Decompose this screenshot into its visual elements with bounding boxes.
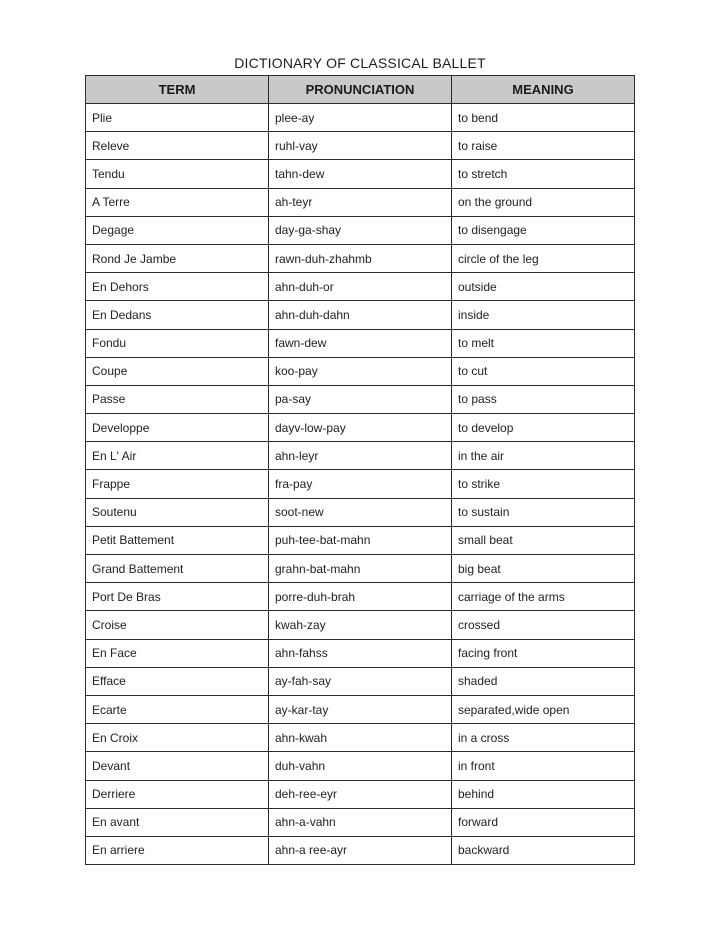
table-row xyxy=(86,724,635,752)
table-row xyxy=(86,301,635,329)
pronunciation-cell: ahn-a ree-ayr xyxy=(269,836,452,864)
meaning-cell: to raise xyxy=(452,132,635,160)
pronunciation-cell: grahn-bat-mahn xyxy=(269,555,452,583)
meaning-cell: to pass xyxy=(452,385,635,413)
meaning-cell: shaded xyxy=(452,667,635,695)
term-cell: Soutenu xyxy=(86,498,269,526)
table-row xyxy=(86,667,635,695)
meaning-cell: in the air xyxy=(452,442,635,470)
meaning-cell: to stretch xyxy=(452,160,635,188)
meaning-cell: to sustain xyxy=(452,498,635,526)
term-cell: Rond Je Jambe xyxy=(86,244,269,272)
pronunciation-cell: ah-teyr xyxy=(269,188,452,216)
column-header-pronunciation: PRONUNCIATION xyxy=(269,76,452,104)
table-row xyxy=(86,780,635,808)
meaning-cell: separated,wide open xyxy=(452,695,635,723)
term-cell: En Dedans xyxy=(86,301,269,329)
meaning-cell: circle of the leg xyxy=(452,244,635,272)
table-row xyxy=(86,414,635,442)
column-header-meaning: MEANING xyxy=(452,76,635,104)
table-row xyxy=(86,244,635,272)
column-header-term: TERM xyxy=(86,76,269,104)
header-row xyxy=(86,76,635,104)
table-row xyxy=(86,808,635,836)
term-cell: Grand Battement xyxy=(86,555,269,583)
meaning-cell: crossed xyxy=(452,611,635,639)
pronunciation-cell: ahn-a-vahn xyxy=(269,808,452,836)
term-cell: Ecarte xyxy=(86,695,269,723)
pronunciation-cell: ay-kar-tay xyxy=(269,695,452,723)
table-row xyxy=(86,526,635,554)
meaning-cell: in a cross xyxy=(452,724,635,752)
pronunciation-cell: ahn-duh-dahn xyxy=(269,301,452,329)
meaning-cell: forward xyxy=(452,808,635,836)
meaning-cell: to disengage xyxy=(452,216,635,244)
meaning-cell: in front xyxy=(452,752,635,780)
table-row xyxy=(86,583,635,611)
meaning-cell: big beat xyxy=(452,555,635,583)
meaning-cell: to develop xyxy=(452,414,635,442)
pronunciation-cell: fra-pay xyxy=(269,470,452,498)
pronunciation-cell: koo-pay xyxy=(269,357,452,385)
meaning-cell: to melt xyxy=(452,329,635,357)
table-row xyxy=(86,160,635,188)
table-row xyxy=(86,132,635,160)
pronunciation-cell: soot-new xyxy=(269,498,452,526)
meaning-cell: to bend xyxy=(452,104,635,132)
term-cell: En Face xyxy=(86,639,269,667)
table-row xyxy=(86,385,635,413)
term-cell: Fondu xyxy=(86,329,269,357)
pronunciation-cell: ay-fah-say xyxy=(269,667,452,695)
table-row xyxy=(86,611,635,639)
term-cell: A Terre xyxy=(86,188,269,216)
table-row xyxy=(86,273,635,301)
pronunciation-cell: ahn-kwah xyxy=(269,724,452,752)
term-cell: Tendu xyxy=(86,160,269,188)
meaning-cell: carriage of the arms xyxy=(452,583,635,611)
pronunciation-cell: deh-ree-eyr xyxy=(269,780,452,808)
table-row xyxy=(86,836,635,864)
meaning-cell: to strike xyxy=(452,470,635,498)
meaning-cell: outside xyxy=(452,273,635,301)
pronunciation-cell: porre-duh-brah xyxy=(269,583,452,611)
term-cell: Devant xyxy=(86,752,269,780)
pronunciation-cell: ahn-duh-or xyxy=(269,273,452,301)
pronunciation-cell: rawn-duh-zhahmb xyxy=(269,244,452,272)
pronunciation-cell: ruhl-vay xyxy=(269,132,452,160)
table-row xyxy=(86,498,635,526)
table-body xyxy=(86,104,635,865)
term-cell: Petit Battement xyxy=(86,526,269,554)
table-row xyxy=(86,188,635,216)
meaning-cell: behind xyxy=(452,780,635,808)
ballet-dictionary-table xyxy=(85,75,635,865)
term-cell: Derriere xyxy=(86,780,269,808)
term-cell: En Croix xyxy=(86,724,269,752)
pronunciation-cell: ahn-fahss xyxy=(269,639,452,667)
term-cell: Plie xyxy=(86,104,269,132)
pronunciation-cell: tahn-dew xyxy=(269,160,452,188)
meaning-cell: inside xyxy=(452,301,635,329)
pronunciation-cell: dayv-low-pay xyxy=(269,414,452,442)
term-cell: En arriere xyxy=(86,836,269,864)
meaning-cell: to cut xyxy=(452,357,635,385)
meaning-cell: facing front xyxy=(452,639,635,667)
term-cell: Coupe xyxy=(86,357,269,385)
term-cell: En Dehors xyxy=(86,273,269,301)
meaning-cell: small beat xyxy=(452,526,635,554)
pronunciation-cell: pa-say xyxy=(269,385,452,413)
table-header xyxy=(86,76,635,104)
pronunciation-cell: day-ga-shay xyxy=(269,216,452,244)
term-cell: Efface xyxy=(86,667,269,695)
table-row xyxy=(86,329,635,357)
term-cell: Croise xyxy=(86,611,269,639)
table-row xyxy=(86,470,635,498)
table-row xyxy=(86,442,635,470)
pronunciation-cell: puh-tee-bat-mahn xyxy=(269,526,452,554)
meaning-cell: backward xyxy=(452,836,635,864)
term-cell: Port De Bras xyxy=(86,583,269,611)
term-cell: Degage xyxy=(86,216,269,244)
term-cell: Developpe xyxy=(86,414,269,442)
page-title: DICTIONARY OF CLASSICAL BALLET xyxy=(234,55,486,71)
table-row xyxy=(86,752,635,780)
pronunciation-cell: plee-ay xyxy=(269,104,452,132)
table-row xyxy=(86,104,635,132)
table-row xyxy=(86,357,635,385)
meaning-cell: on the ground xyxy=(452,188,635,216)
pronunciation-cell: kwah-zay xyxy=(269,611,452,639)
table-row xyxy=(86,216,635,244)
table-row xyxy=(86,639,635,667)
term-cell: En avant xyxy=(86,808,269,836)
table-row xyxy=(86,555,635,583)
term-cell: Frappe xyxy=(86,470,269,498)
table-row xyxy=(86,695,635,723)
pronunciation-cell: duh-vahn xyxy=(269,752,452,780)
pronunciation-cell: ahn-leyr xyxy=(269,442,452,470)
term-cell: Releve xyxy=(86,132,269,160)
term-cell: Passe xyxy=(86,385,269,413)
pronunciation-cell: fawn-dew xyxy=(269,329,452,357)
term-cell: En L' Air xyxy=(86,442,269,470)
